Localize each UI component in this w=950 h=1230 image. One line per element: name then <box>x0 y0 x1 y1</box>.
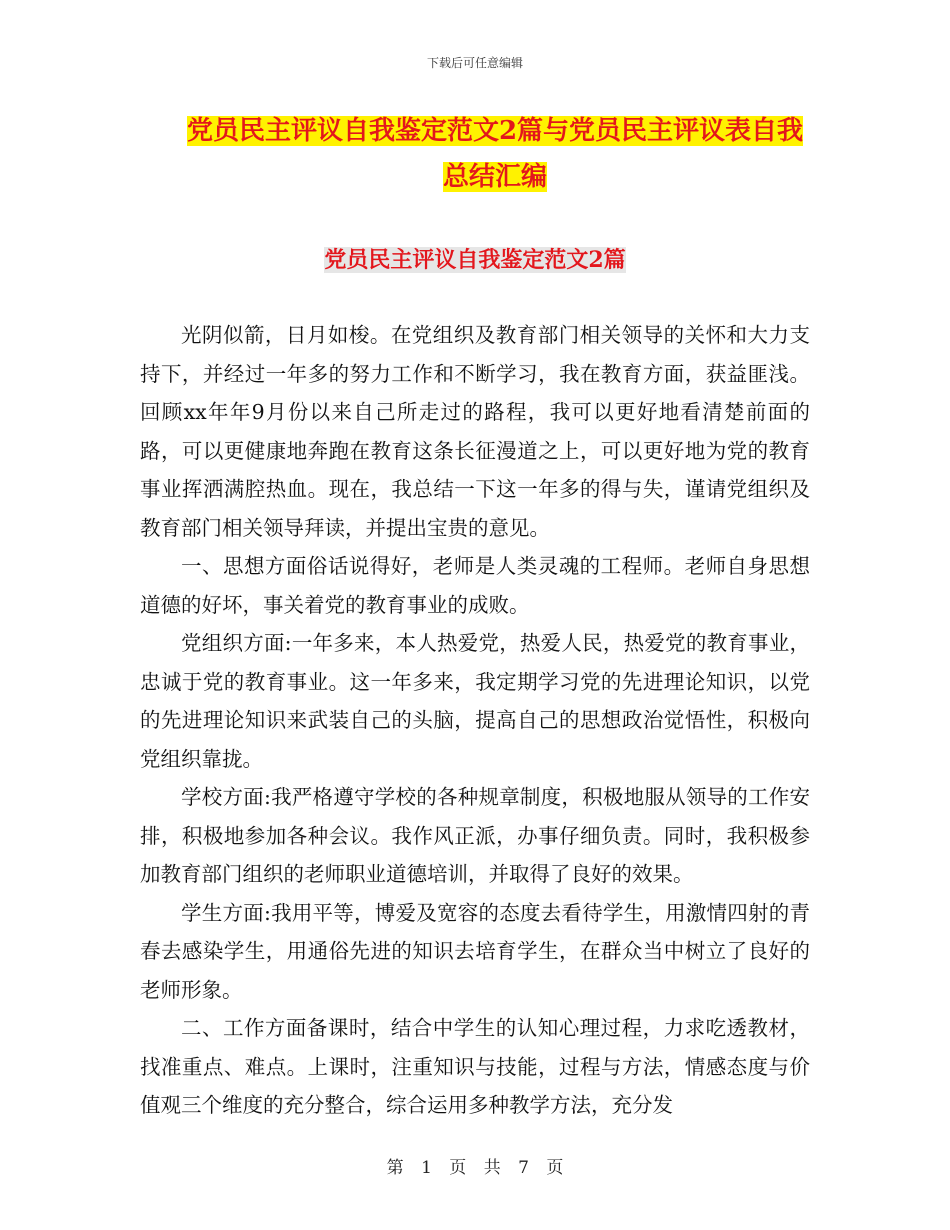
document-title-text: 党员民主评议自我鉴定范文2篇与党员民主评议表自我总结汇编 <box>186 116 804 192</box>
paragraph: 学生方面:我用平等，博爱及宽容的态度去看待学生，用激情四射的青春去感染学生，用通俗先进的知识去培育学生，在群众当中树立了良好的老师形象。 <box>140 900 810 1002</box>
footer-total-word: 共 <box>483 1158 501 1178</box>
footer-page-number: 1 <box>421 1158 432 1178</box>
page-footer <box>0 1153 950 1178</box>
footer-suffix: 页 <box>546 1158 564 1178</box>
section-title-text: 党员民主评议自我鉴定范文2篇 <box>324 247 626 273</box>
section-title <box>0 243 950 274</box>
header-note: 下载后可任意编辑 <box>426 56 523 70</box>
paragraph: 党组织方面:一年多来，本人热爱党，热爱人民，热爱党的教育事业，忠诚于党的教育事业。这一年多来，我定期学习党的先进理论知识，以党的先进理论知识来武装自己的头脑，提高自己的思想政治觉悟性，积极向党组织靠拢。 <box>140 631 810 771</box>
footer-prefix: 第 <box>386 1158 404 1178</box>
footer-page-word: 页 <box>449 1158 467 1178</box>
paragraph: 光阴似箭，日月如梭。在党组织及教育部门相关领导的关怀和大力支持下，并经过一年多的努力工作和不断学习，我在教育方面，获益匪浅。回顾xx年年9月份以来自己所走过的路程，我可以更好地看清楚前面的路，可以更健康地奔跑在教育这条长征漫道之上，可以更好地为党的教育事业挥洒满腔热血。现在，我总结一下这一年多的得与失，谨请党组织及教育部门相关领导拜读，并提出宝贵的意见。 <box>140 323 810 540</box>
document-body <box>140 316 810 1125</box>
paragraph: 二、工作方面备课时，结合中学生的认知心理过程，力求吃透教材，找准重点、难点。上课时，注重知识与技能，过程与方法，情感态度与价值观三个维度的充分整合，综合运用多种教学方法，充分发 <box>140 1016 810 1117</box>
footer-total-pages: 7 <box>518 1158 529 1178</box>
paragraph: 一、思想方面俗话说得好，老师是人类灵魂的工程师。老师自身思想道德的好坏，事关着党的教育事业的成败。 <box>140 554 810 617</box>
paragraph: 学校方面:我严格遵守学校的各种规章制度，积极地服从领导的工作安排，积极地参加各种会议。我作风正派，办事仔细负责。同时，我积极参加教育部门组织的老师职业道德培训，并取得了良好的效果。 <box>140 785 810 886</box>
document-title <box>180 108 810 200</box>
